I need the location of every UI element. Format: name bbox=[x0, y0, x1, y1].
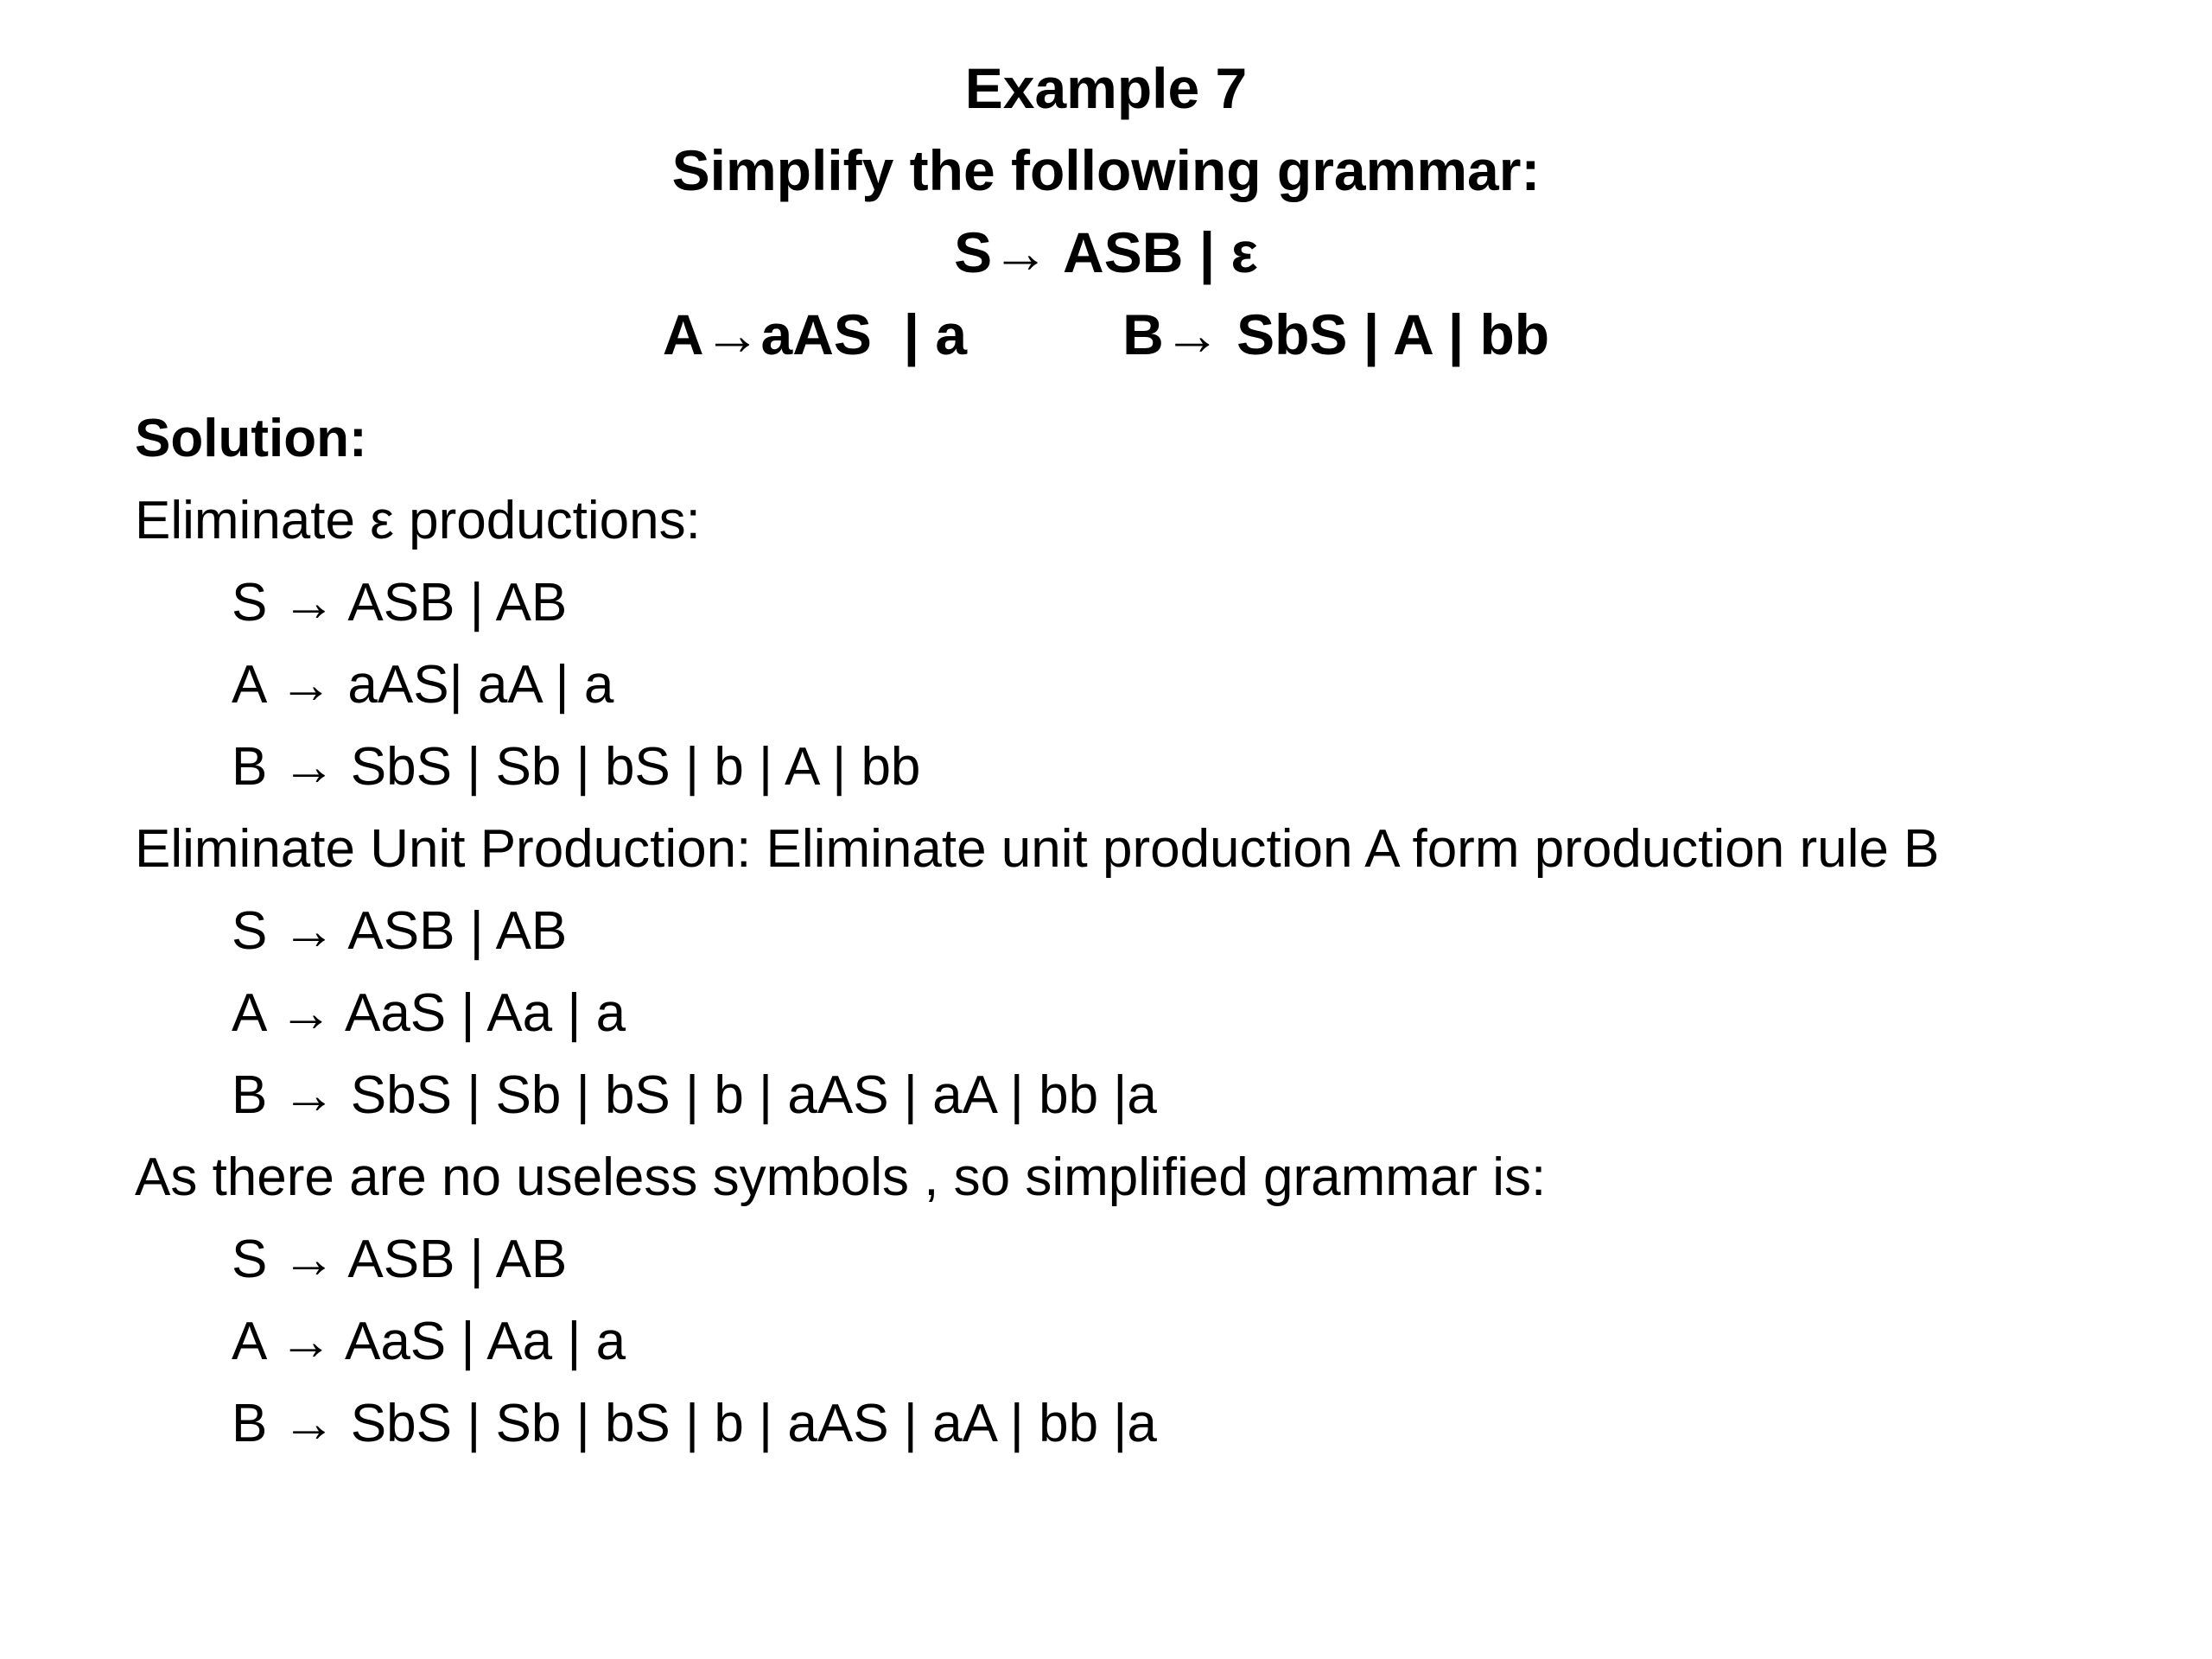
grammar-rule-a: A→aAS | a bbox=[662, 302, 968, 366]
solution-heading: Solution: bbox=[135, 409, 367, 468]
step-1-label: Eliminate ε productions: bbox=[135, 491, 701, 550]
grammar-rule-s: S→ ASB | ε bbox=[954, 220, 1258, 284]
step-3-rule-b: B → SbS | Sb | bS | b | aAS | aA | bb |a bbox=[232, 1394, 1157, 1453]
step-2-label: Eliminate Unit Production: Eliminate unit production A form production rule B bbox=[135, 819, 1940, 879]
step-3-label: As there are no useless symbols , so simplified grammar is: bbox=[135, 1147, 1547, 1207]
step-1-rule-b: B → SbS | Sb | bS | b | A | bb bbox=[232, 737, 921, 797]
step-3-rule-s: S → ASB | AB bbox=[232, 1230, 568, 1289]
step-2-rule-a: A → AaS | Aa | a bbox=[232, 983, 626, 1043]
step-3-rule-a: A → AaS | Aa | a bbox=[232, 1312, 626, 1371]
solution-section bbox=[135, 397, 2191, 1465]
step-1-rule-a: A → aAS| aA | a bbox=[232, 655, 614, 715]
step-2-rule-s: S → ASB | AB bbox=[232, 901, 568, 961]
grammar-rule-b: B→ SbS | A | bb bbox=[1122, 302, 1550, 366]
step-1-rule-s: S → ASB | AB bbox=[232, 573, 568, 632]
slide-subtitle: Simplify the following grammar: bbox=[671, 138, 1541, 202]
problem-statement bbox=[0, 48, 2212, 376]
grammar-rules-ab bbox=[0, 294, 2212, 376]
slide-title: Example 7 bbox=[964, 56, 1248, 120]
step-2-rule-b: B → SbS | Sb | bS | b | aAS | aA | bb |a bbox=[232, 1065, 1157, 1125]
